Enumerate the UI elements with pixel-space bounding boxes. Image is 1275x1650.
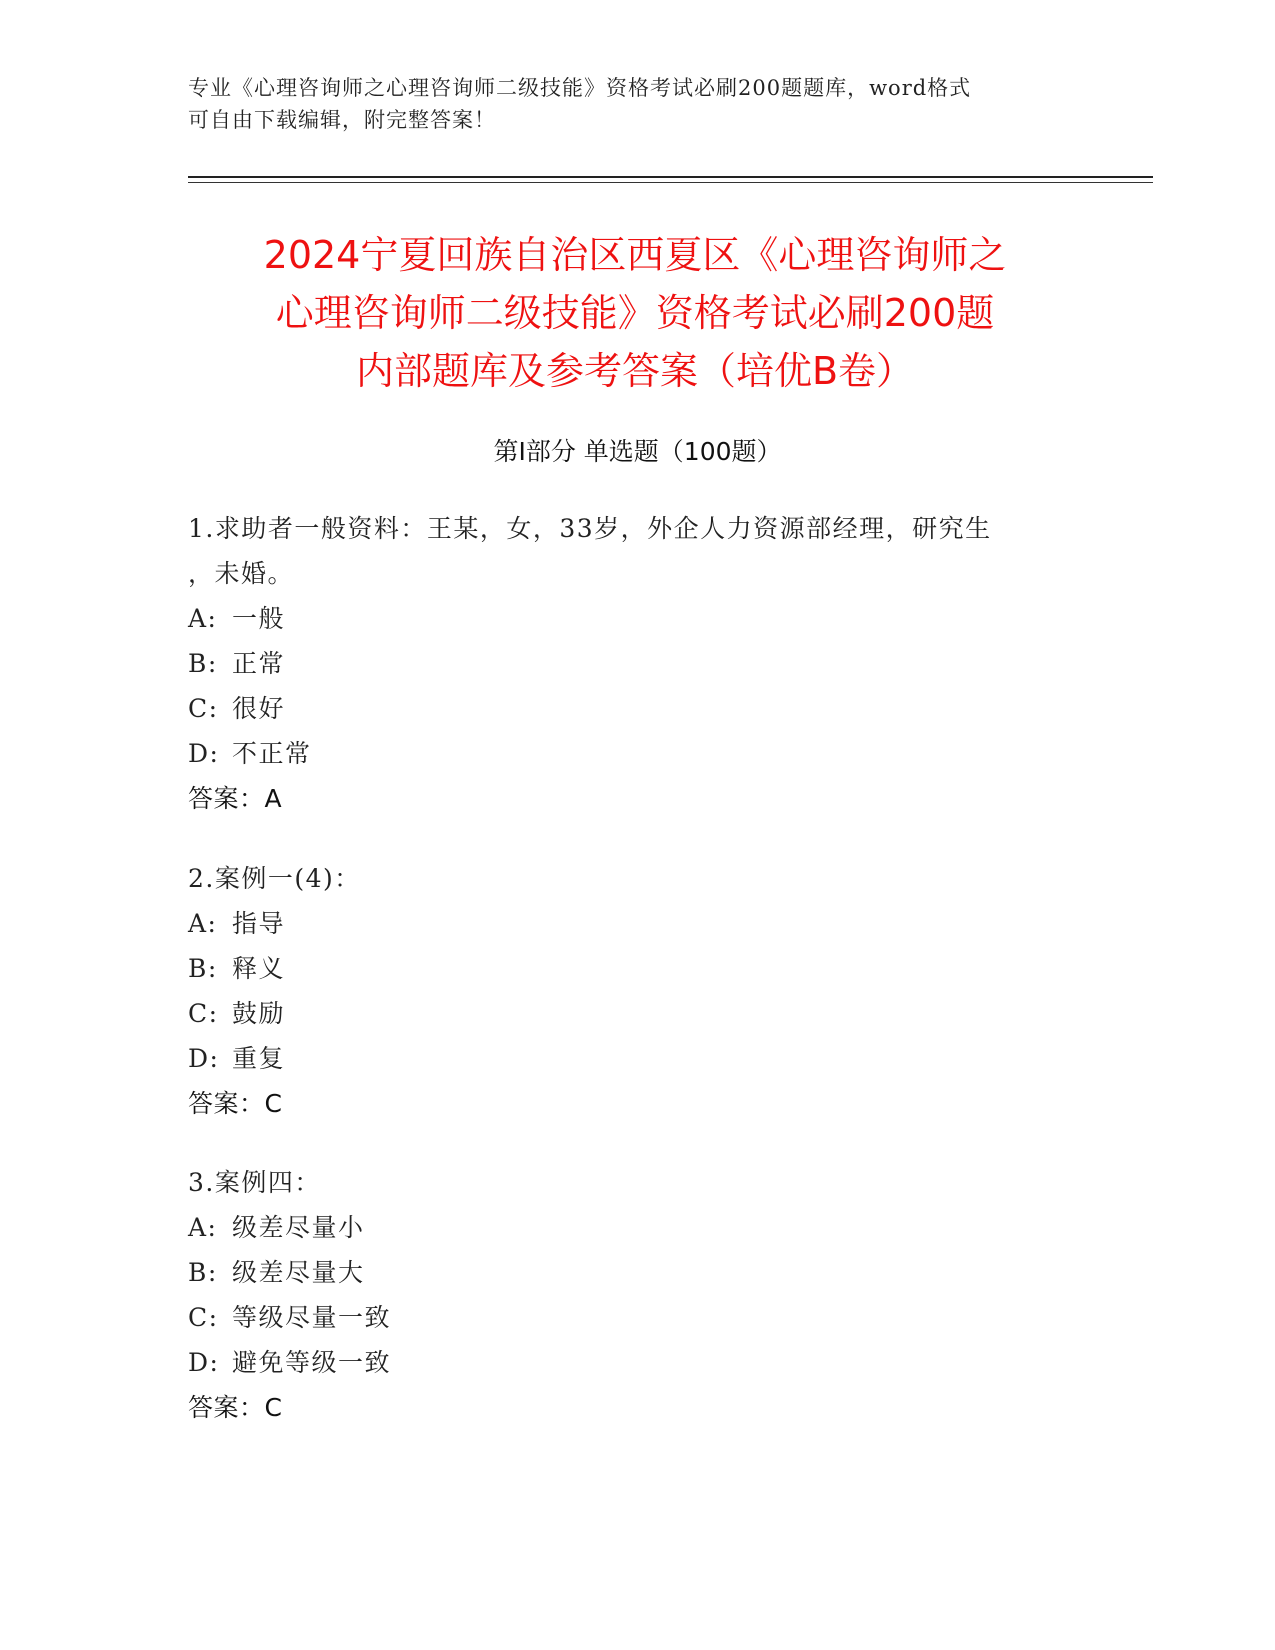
title-line-2: 心理咨询师二级技能》资格考试必刷200题: [275, 291, 995, 335]
option-text: 等级尽量一致: [232, 1303, 392, 1332]
section-title: 第Ⅰ部分 单选题（100题）: [493, 437, 782, 466]
option-a: [188, 901, 1088, 946]
option-letter: B:: [188, 954, 218, 983]
question-stem: 2.案例一(4)：: [188, 864, 361, 893]
option-b: [188, 946, 1088, 991]
header-note-line-2: 可自由下载编辑，附完整答案！: [188, 108, 496, 132]
option-d: [188, 731, 1088, 776]
header-note-line-1: 专业《心理咨询师之心理咨询师二级技能》资格考试必刷200题题库，word格式: [188, 76, 972, 100]
option-letter: D:: [188, 1348, 220, 1377]
question-stem: 1.求助者一般资料：王某，女，33岁，外企人力资源部经理，研究生: [188, 514, 992, 543]
option-b: [188, 1250, 1088, 1295]
option-a: [188, 1205, 1088, 1250]
header-rule-thick: [188, 176, 1153, 178]
option-text: 重复: [232, 1044, 286, 1073]
option-text: 指导: [232, 909, 286, 938]
option-b: [188, 641, 1088, 686]
answer: 答案：C: [188, 1393, 283, 1422]
header-rule-thin: [188, 182, 1153, 183]
option-letter: C:: [188, 694, 219, 723]
option-letter: A:: [188, 909, 218, 938]
answer: 答案：C: [188, 1089, 283, 1118]
header-note: [188, 72, 1068, 136]
title-line-3: 内部题库及参考答案（培优B卷）: [355, 349, 915, 393]
title-line-1: 2024宁夏回族自治区西夏区《心理咨询师之: [263, 233, 1007, 277]
answer: 答案：A: [188, 784, 283, 813]
option-letter: D:: [188, 1044, 220, 1073]
option-c: [188, 1295, 1088, 1340]
option-text: 一般: [232, 604, 286, 633]
option-text: 级差尽量大: [232, 1258, 365, 1287]
option-letter: B:: [188, 649, 218, 678]
option-letter: D:: [188, 739, 220, 768]
option-letter: B:: [188, 1258, 218, 1287]
question-2: [188, 856, 1088, 1127]
option-text: 鼓励: [232, 999, 286, 1028]
option-text: 级差尽量小: [232, 1213, 365, 1242]
option-d: [188, 1340, 1088, 1385]
document-title: [150, 226, 1120, 400]
option-text: 很好: [232, 694, 286, 723]
option-letter: C:: [188, 1303, 219, 1332]
option-c: [188, 686, 1088, 731]
option-text: 避免等级一致: [232, 1348, 392, 1377]
option-c: [188, 991, 1088, 1036]
question-1: [188, 506, 1088, 822]
question-3: [188, 1160, 1088, 1431]
option-text: 释义: [232, 954, 286, 983]
option-letter: C:: [188, 999, 219, 1028]
question-stem-continued: ，未婚。: [188, 559, 295, 588]
option-a: [188, 596, 1088, 641]
option-d: [188, 1036, 1088, 1081]
option-text: 不正常: [232, 739, 312, 768]
option-letter: A:: [188, 1213, 218, 1242]
option-letter: A:: [188, 604, 218, 633]
question-stem: 3.案例四：: [188, 1168, 321, 1197]
option-text: 正常: [232, 649, 286, 678]
